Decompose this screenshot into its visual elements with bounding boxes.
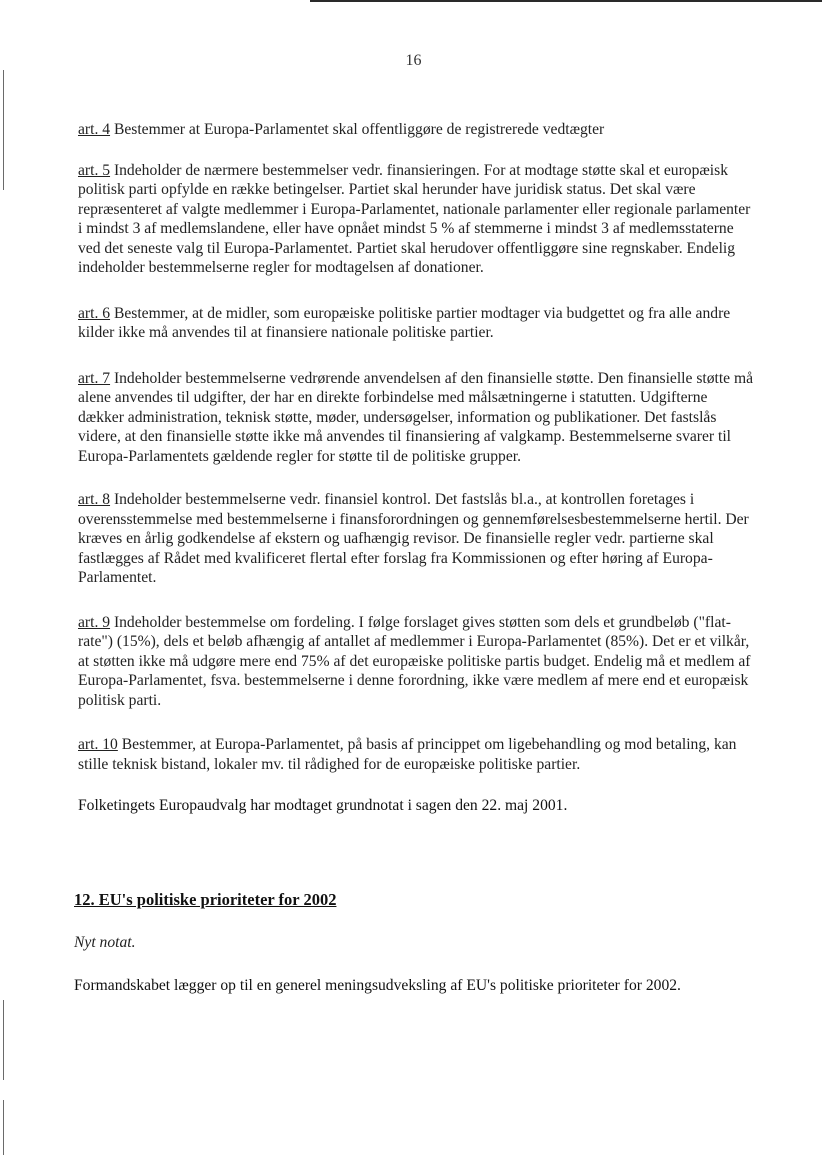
section-heading: 12. EU's politiske prioriteter for 2002 (74, 890, 337, 909)
article-text: Bestemmer, at de midler, som europæiske politiske partier modtager via budgettet og fra alle andre kilder ikke må anvendes til at finansiere nationale politiske partier. (78, 304, 731, 341)
note-label: Nyt notat. (74, 934, 136, 951)
article-reference: art. 10 (78, 736, 118, 753)
article-reference: art. 4 (78, 121, 111, 138)
article-paragraph (78, 490, 754, 588)
page-number: 16 (405, 52, 422, 69)
article-paragraph (78, 735, 754, 774)
scan-margin-mark (3, 1100, 4, 1155)
article-reference: art. 6 (78, 304, 111, 322)
article-text: Bestemmer, at Europa-Parlamentet, på basis af princippet om ligebehandling og mod betaling, kan stille teknisk bistand, lokaler mv. til rådighed for de europæiske politiske partier. (78, 736, 737, 773)
section-body: Formandskabet lægger op til en generel meningsudveksling af EU's politiske prioriteter for 2002. (74, 977, 681, 994)
closing-statement: Folketingets Europaudvalg har modtaget grundnotat i sagen den 22. maj 2001. (78, 797, 568, 814)
top-rule (310, 0, 822, 2)
article-text: Indeholder bestemmelse om fordeling. I følge forslaget gives støtten som dels et grundbeløb ("flat-rate") (15%), dels et beløb afhængig af antallet af medlemmer i Europa-Parlamentet (85%). Det er et vilkår, at støtten ikke må udgøre mere end 75% af det europæiske politiske partis budget. Endelig må et medlem af Europa-Parlamentet, fsva. bestemmelserne i denne forordning, ikke være medlem af mere end et europæisk politisk parti. (78, 613, 751, 709)
scan-margin-mark (3, 1000, 4, 1080)
article-reference: art. 7 (78, 369, 111, 387)
article-text: Bestemmer at Europa-Parlamentet skal offentliggøre de registrerede vedtægter (110, 121, 605, 138)
article-reference: art. 9 (78, 613, 111, 631)
article-text: Indeholder de nærmere bestemmelser vedr. finansieringen. For at modtage støtte skal et europæisk politisk parti opfylde en række betingelser. Partiet skal herunder have juridisk status. Det skal være repræsenteret af valgte medlemmer i Europa-Parlamentet, nationale parlamenter eller regionale parlamenter i mindst 3 af medlemslandene, eller have opnået mindst 5 % af stemmerne i mindst 3 af medlemsstaterne ved det seneste valg til Europa-Parlamentet. Partiet skal herudover offentliggøre sine regnskaber. Endelig indeholder bestemmelserne regler for modtagelsen af donationer. (78, 161, 751, 276)
article-paragraph (78, 369, 754, 467)
document-body (78, 120, 754, 816)
article-text: Indeholder bestemmelserne vedrørende anvendelsen af den finansielle støtte. Den finansielle støtte må alene anvendes til udgifter, der har en direkte forbindelse med målsætningerne i statutten. Udgifterne dækker administration, teknisk støtte, møder, undersøgelser, information og publikationer. Det fastslås videre, at den finansielle støtte ikke må anvendes til finansiering af valgkamp. Bestemmelserne svarer til Europa-Parlamentets gældende regler for støtte til de politiske grupper. (78, 369, 754, 465)
article-paragraph (78, 120, 754, 140)
article-text: Indeholder bestemmelserne vedr. finansiel kontrol. Det fastslås bl.a., at kontrollen foretages i overensstemmelse med bestemmelserne i finansforordningen og gennemførelsesbestemmelserne hertil. Der kræves en årlig godkendelse af ekstern og uafhængig revisor. De finansielle regler vedr. partierne skal fastlægges af Rådet med kvalificeret flertal efter forslag fra Kommissionen og efter høring af Europa-Parlamentet. (78, 491, 749, 586)
article-paragraph (78, 304, 754, 343)
article-paragraph (78, 613, 754, 711)
article-reference: art. 5 (78, 161, 111, 179)
article-paragraph (78, 161, 754, 278)
scan-margin-mark (3, 70, 4, 190)
article-reference: art. 8 (78, 491, 111, 508)
